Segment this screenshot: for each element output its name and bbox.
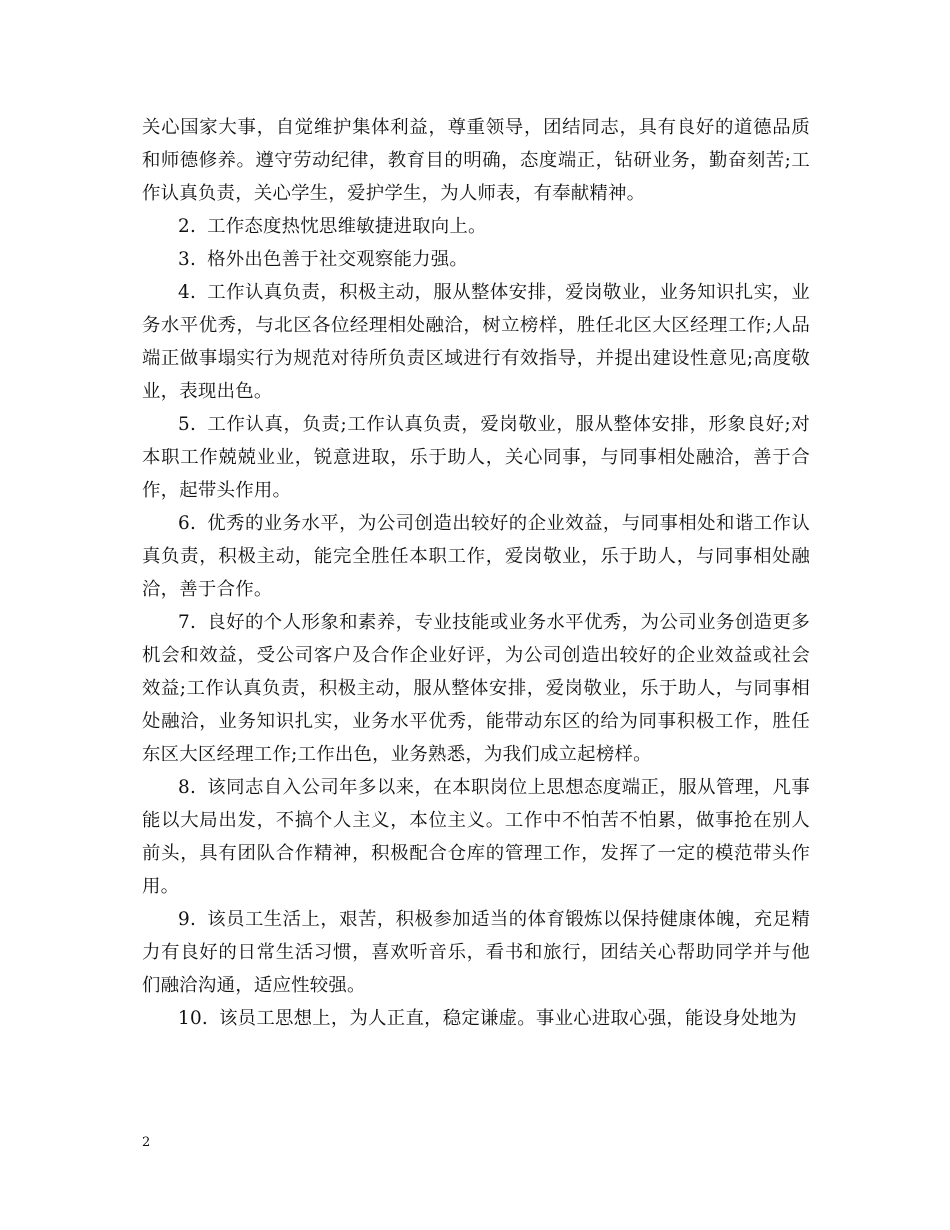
paragraph-item-6	[142, 507, 810, 606]
paragraph-continued	[142, 111, 810, 210]
paragraph-text: 工作认真负责，积极主动，服从整体安排，爱岗敬业，业务知识扎实，业务水平优秀，与北区各位经理相处融洽，树立榜样，胜任北区大区经理工作;人品端正做事塌实行为规范对待所负责区域进行有效指导，并提出建设性意见;高度敬业，表现出色。	[142, 282, 810, 402]
paragraph-text: 优秀的业务水平，为公司创造出较好的企业效益，与同事相处和谐工作认真负责，积极主动，能完全胜任本职工作，爱岗敬业，乐于助人，与同事相处融洽，善于合作。	[142, 513, 810, 600]
document-body	[142, 111, 810, 1035]
page-number: 2	[142, 1135, 151, 1150]
paragraph-item-2	[142, 210, 810, 243]
item-number: 2.	[178, 216, 197, 237]
paragraph-text: 关心国家大事，自觉维护集体利益，尊重领导，团结同志，具有良好的道德品质和师德修养。遵守劳动纪律，教育目的明确，态度端正，钻研业务，勤奋刻苦;工作认真负责，关心学生，爱护学生，为人师表，有奉献精神。	[142, 117, 810, 204]
item-number: 6.	[178, 513, 197, 534]
paragraph-text: 格外出色善于社交观察能力强。	[207, 249, 469, 270]
paragraph-text: 良好的个人形象和素养，专业技能或业务水平优秀，为公司业务创造更多机会和效益，受公司客户及合作企业好评，为公司创造出较好的企业效益或社会效益;工作认真负责，积极主动，服从整体安排，爱岗敬业，乐于助人，与同事相处融洽，业务知识扎实，业务水平优秀，能带动东区的给为同事积极工作，胜任东区大区经理工作;工作出色，业务熟悉，为我们成立起榜样。	[142, 612, 810, 765]
paragraph-text: 该同志自入公司年多以来，在本职岗位上思想态度端正，服从管理，凡事能以大局出发，不搞个人主义，本位主义。工作中不怕苦不怕累，做事抢在别人前头，具有团队合作精神，积极配合仓库的管理工作，发挥了一定的模范带头作用。	[142, 777, 810, 897]
paragraph-item-10	[142, 1002, 810, 1035]
paragraph-item-9	[142, 903, 810, 1002]
item-number: 9.	[178, 909, 197, 930]
paragraph-text: 该员工生活上，艰苦，积极参加适当的体育锻炼以保持健康体魄，充足精力有良好的日常生活习惯，喜欢听音乐，看书和旅行，团结关心帮助同学并与他们融洽沟通，适应性较强。	[142, 909, 810, 996]
paragraph-text: 该员工思想上，为人正直，稳定谦虚。事业心进取心强，能设身处地为	[219, 1008, 797, 1029]
paragraph-text: 工作认真，负责;工作认真负责，爱岗敬业，服从整体安排，形象良好;对本职工作兢兢业业，锐意进取，乐于助人，关心同事，与同事相处融洽，善于合作，起带头作用。	[142, 414, 810, 501]
paragraph-text: 工作态度热忱思维敏捷进取向上。	[207, 216, 487, 237]
item-number: 4.	[178, 282, 197, 303]
paragraph-item-3	[142, 243, 810, 276]
item-number: 10.	[178, 1008, 208, 1029]
paragraph-item-7	[142, 606, 810, 771]
item-number: 5.	[178, 414, 197, 435]
item-number: 3.	[178, 249, 197, 270]
item-number: 7.	[178, 612, 197, 633]
paragraph-item-8	[142, 771, 810, 903]
paragraph-item-5	[142, 408, 810, 507]
item-number: 8.	[178, 777, 197, 798]
paragraph-item-4	[142, 276, 810, 408]
